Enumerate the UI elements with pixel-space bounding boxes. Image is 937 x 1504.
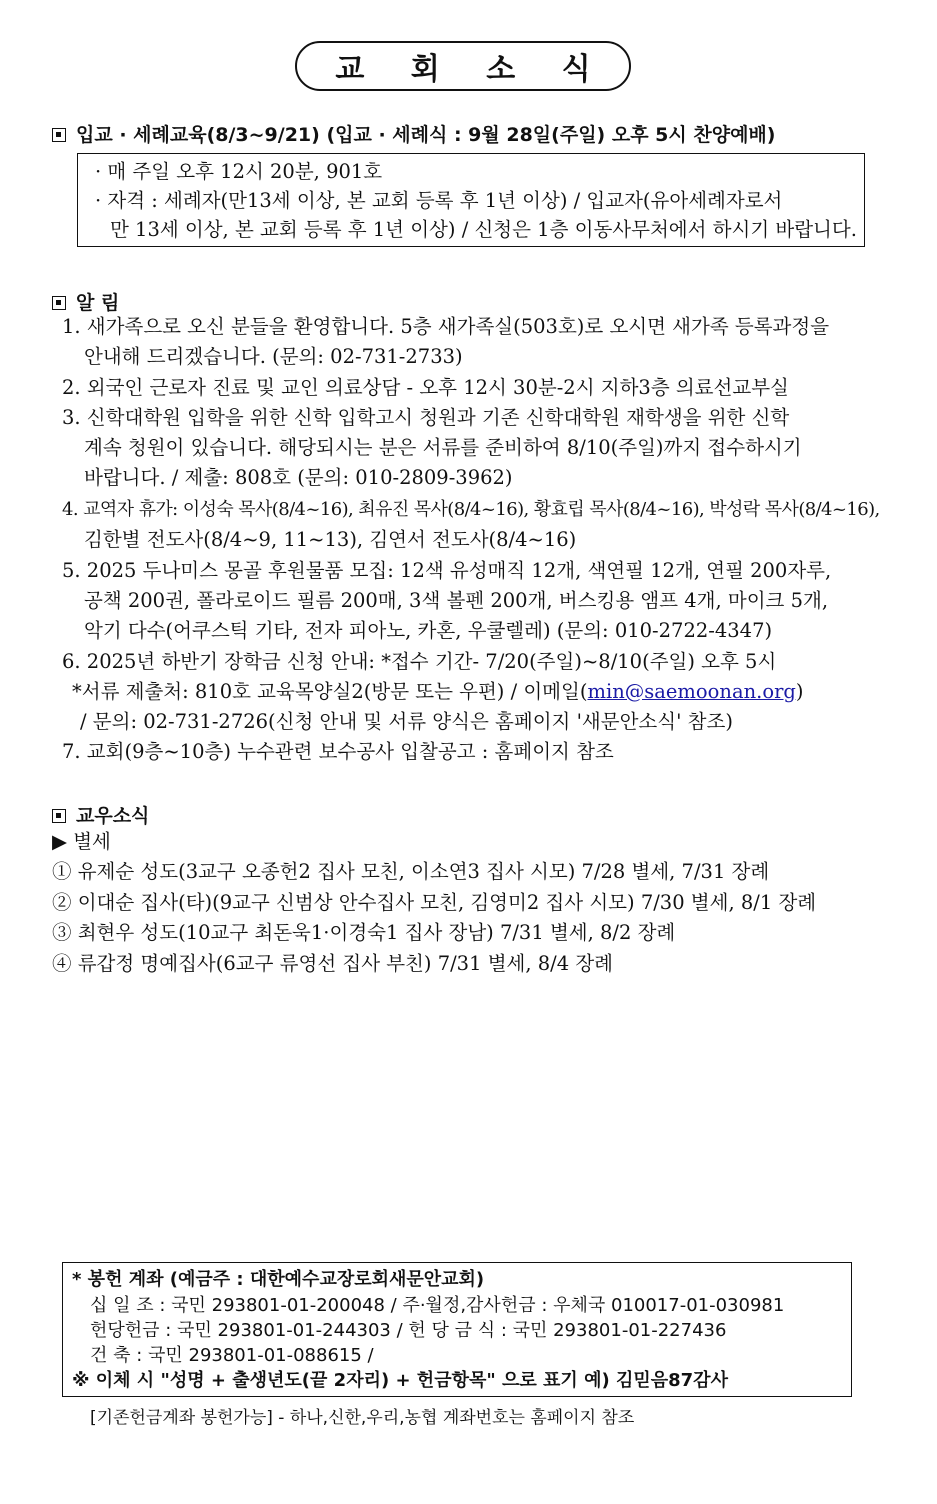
notice-line: 바랍니다. / 제출: 808호 (문의: 010-2809-3962) <box>84 466 513 489</box>
notice-line: 계속 청원이 있습니다. 해당되시는 분은 서류를 준비하여 8/10(주일)까지 접수하시기 <box>84 436 802 459</box>
obituary-item: ① 유제순 성도(3교구 오종헌2 집사 모친, 이소연3 집사 시모) 7/28 별세, 7/31 장례 <box>52 860 770 883</box>
offering-account-line: 십 일 조 : 국민 293801-01-200048 / 주·월정,감사헌금 : 우체국 010017-01-030981 <box>90 1295 785 1316</box>
page-title <box>295 41 631 91</box>
offering-heading: * 봉헌 계좌 (예금주 : 대한예수교장로회새문안교회) <box>72 1269 485 1290</box>
notice-line: 안내해 드리겠습니다. (문의: 02-731-2733) <box>84 345 463 368</box>
baptism-heading-text: 입교 · 세례교육(8/3~9/21) (입교 · 세례식 : 9월 28일(주일) 오후 5시 찬양예배) <box>76 124 776 146</box>
notice-line <box>72 679 804 705</box>
baptism-line: · 자격 : 세례자(만13세 이상, 본 교회 등록 후 1년 이상) / 입교자(유아세례자로서 <box>95 189 783 212</box>
offering-transfer-notice: ※ 이체 시 "성명 + 출생년도(끝 2자리) + 헌금항목" 으로 표기 예) 김믿음87감사 <box>72 1370 728 1391</box>
notices-heading-text: 알 림 <box>76 292 120 314</box>
notice-line: 김한별 전도사(8/4~9, 11~13), 김연서 전도사(8/4~16) <box>84 528 577 551</box>
page-title-text: 교 회 소 식 <box>335 52 609 87</box>
offering-footer-note: [기존헌금계좌 봉헌가능] - 하나,신한,우리,농협 계좌번호는 홈페이지 참조 <box>90 1408 635 1428</box>
notice-line: 6. 2025년 하반기 장학금 신청 안내: *접수 기간- 7/20(주일)~8/10(주일) 오후 5시 <box>62 650 777 673</box>
obituary-item: ② 이대순 집사(타)(9교구 신범상 안수집사 모친, 김영미2 집사 시모) 7/30 별세, 8/1 장례 <box>52 891 817 914</box>
section-heading-baptism <box>52 120 775 147</box>
notice-line: 2. 외국인 근로자 진료 및 교인 의료상담 - 오후 12시 30분-2시 지하3층 의료선교부실 <box>62 376 789 399</box>
square-bullet-icon <box>52 128 66 142</box>
obituary-item: ④ 류갑정 명예집사(6교구 류영선 집사 부친) 7/31 별세, 8/4 장례 <box>52 952 614 975</box>
section-heading-members <box>52 801 149 828</box>
notice-line: 1. 새가족으로 오신 분들을 환영합니다. 5층 새가족실(503호)로 오시면 새가족 등록과정을 <box>62 315 830 338</box>
notice-line: 5. 2025 두나미스 몽골 후원물품 모집: 12색 유성매직 12개, 색연필 12개, 연필 200자루, <box>62 559 832 582</box>
notice-line-text: ) <box>795 680 804 703</box>
notice-line: 악기 다수(어쿠스틱 기타, 전자 피아노, 카혼, 우쿨렐레) (문의: 010-2722-4347) <box>84 619 773 642</box>
notice-line-text: *서류 제출처: 810호 교육목양실2(방문 또는 우편) / 이메일( <box>72 680 588 703</box>
notice-line: 4. 교역자 휴가: 이성숙 목사(8/4~16), 최유진 목사(8/4~16), 황효립 목사(8/4~16), 박성락 목사(8/4~16), <box>62 499 880 520</box>
notice-line: 3. 신학대학원 입학을 위한 신학 입학고시 청원과 기존 신학대학원 재학생을 위한 신학 <box>62 406 790 429</box>
section-heading-notices <box>52 288 119 315</box>
members-heading-text: 교우소식 <box>76 805 150 827</box>
email-link[interactable]: min@saemoonan.org <box>587 680 796 703</box>
offering-account-line: 건 축 : 국민 293801-01-088615 / <box>90 1345 374 1366</box>
baptism-line: 만 13세 이상, 본 교회 등록 후 1년 이상) / 신청은 1층 이동사무처에서 하시기 바랍니다. <box>110 218 857 241</box>
obituary-subheading: ▶ 별세 <box>52 830 111 853</box>
square-bullet-icon <box>52 809 66 823</box>
baptism-line: · 매 주일 오후 12시 20분, 901호 <box>95 160 383 183</box>
notice-line: 7. 교회(9층~10층) 누수관련 보수공사 입찰공고 : 홈페이지 참조 <box>62 740 614 763</box>
square-bullet-icon <box>52 296 66 310</box>
notice-line: / 문의: 02-731-2726(신청 안내 및 서류 양식은 홈페이지 '새문안소식' 참조) <box>80 710 733 733</box>
obituary-item: ③ 최현우 성도(10교구 최돈욱1·이경숙1 집사 장남) 7/31 별세, 8/2 장례 <box>52 921 676 944</box>
notice-line: 공책 200권, 폴라로이드 필름 200매, 3색 볼펜 200개, 버스킹용 앰프 4개, 마이크 5개, <box>84 589 829 612</box>
offering-account-line: 헌당헌금 : 국민 293801-01-244303 / 헌 당 금 식 : 국민 293801-01-227436 <box>90 1320 727 1341</box>
